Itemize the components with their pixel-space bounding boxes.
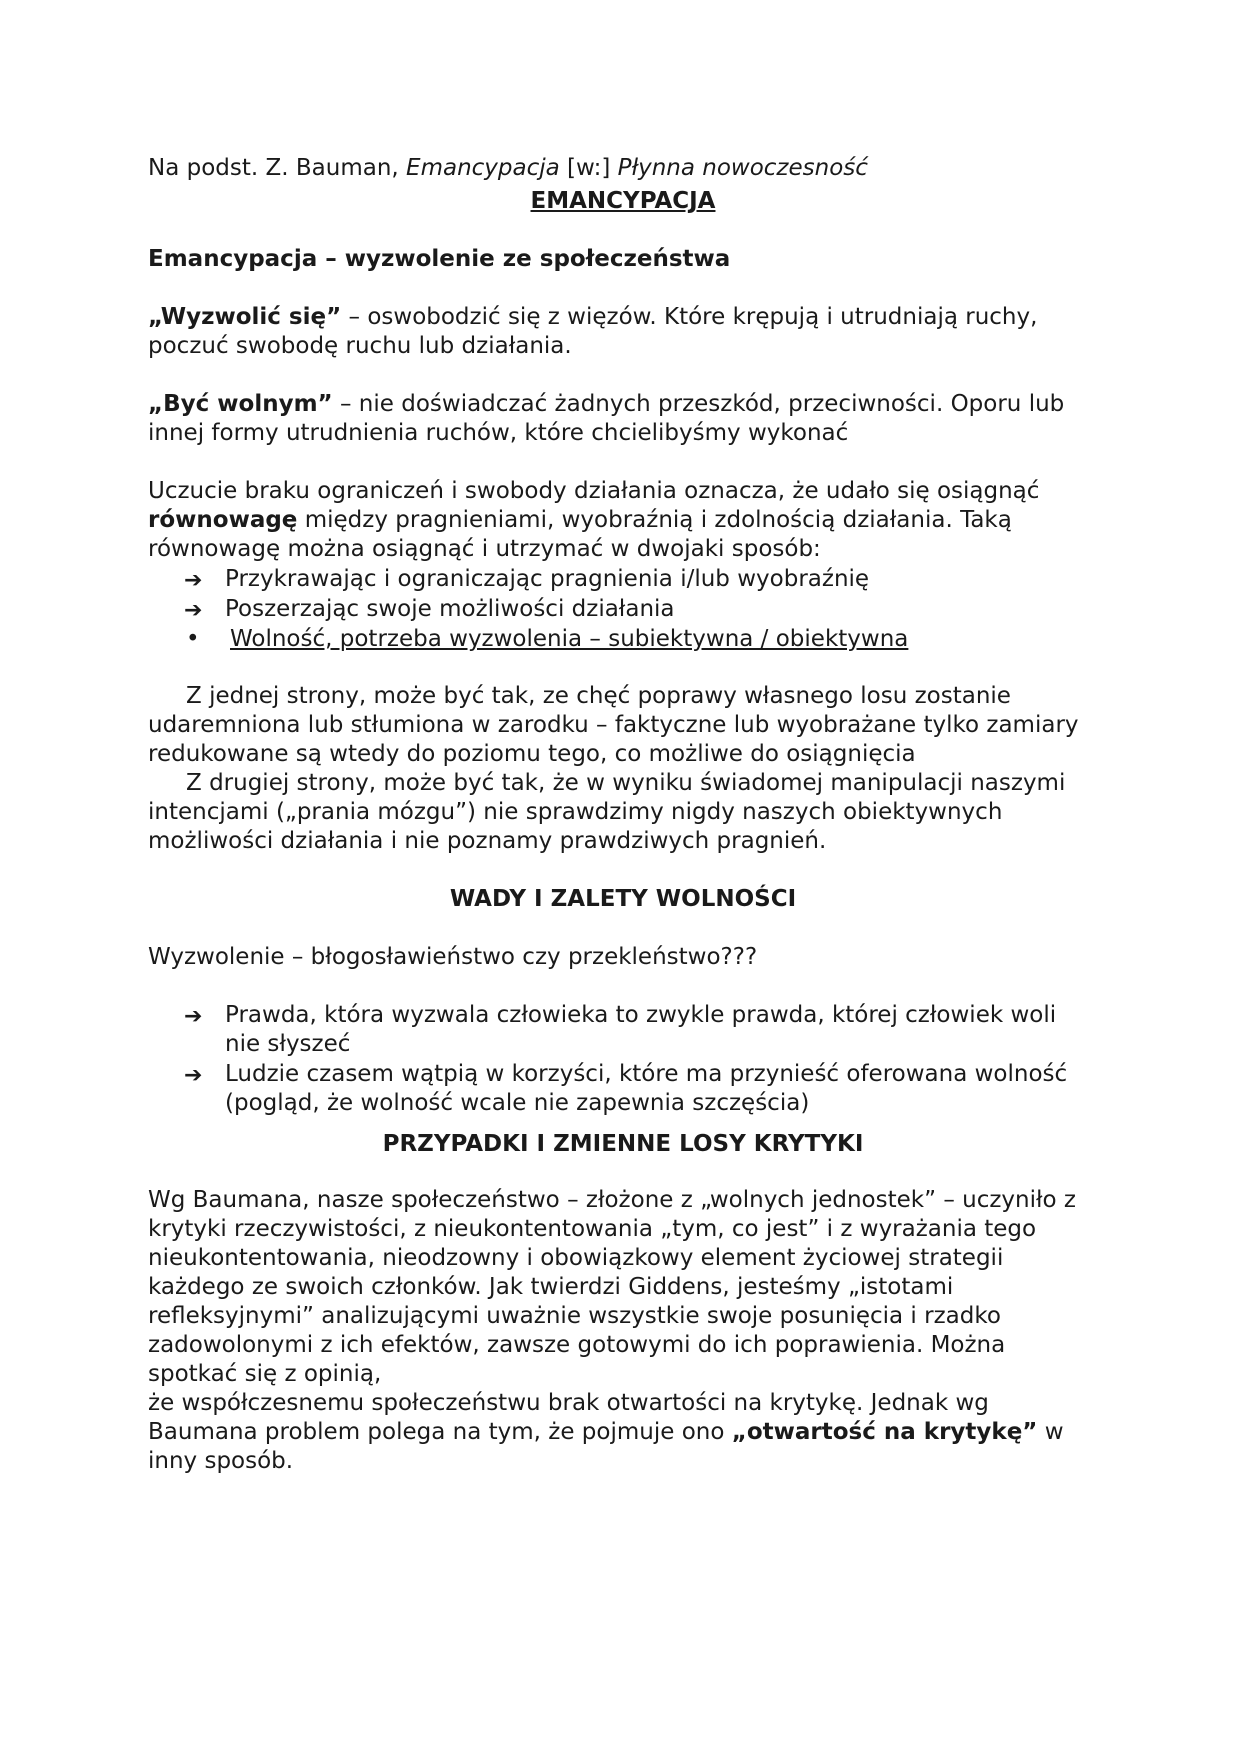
list-item: ➔ Ludzie czasem wątpią w korzyści, które ma przynieść oferowana wolność (pogląd, że wolność wcale nie zapewnia szczęścia) bbox=[184, 1061, 1068, 1116]
critique-paragraph: Wg Baumana, nasze społeczeństwo – złożone z „wolnych jednostek” – uczyniło z krytyki rzeczywistości, z nieukontentowania „tym, co jest” i z wyrażania tego nieukontentowania, nieodzowny i obowiązkowy element życiowej strategii każdego ze swoich członków. Jak twierdzi Giddens, jesteśmy „istotami refleksyjnymi” analizującymi uważnie wszystkie swoje posunięcia i rzadko zadowolonymi z ich efektów, zawsze gotowymi do ich poprawienia. Można spotkać się z opinią, bbox=[148, 1187, 1076, 1387]
definition-term: „Być wolnym” bbox=[148, 391, 333, 417]
paragraph-other-side: Z drugiej strony, może być tak, że w wyniku świadomej manipulacji naszymi intencjami („prania mózgu”) nie sprawdzimy nigdy naszych obiektywnych możliwości działania i nie poznamy prawdziwych pragnień. bbox=[148, 770, 1066, 854]
paragraph-one-side: Z jednej strony, może być tak, ze chęć poprawy własnego losu zostanie udaremniona lub stłumiona w zarodku – faktyczne lub wyobrażane tylko zamiary redukowane są wtedy do poziomu tego, co możliwe do osiągnięcia bbox=[148, 683, 1079, 767]
ways-list bbox=[148, 565, 1098, 624]
source-work-2: Płynna nowoczesność bbox=[617, 155, 868, 181]
pros-cons-list bbox=[148, 1001, 1098, 1118]
section-heading-krytyka: PRZYPADKI I ZMIENNE LOSY KRYTYKI bbox=[382, 1131, 864, 1157]
emphasis-otwartosc: „otwartość na krytykę” bbox=[731, 1419, 1038, 1445]
arrow-icon: ➔ bbox=[184, 598, 203, 623]
definition-term: „Wyzwolić się” bbox=[148, 304, 342, 330]
question-line: Wyzwolenie – błogosławieństwo czy przekleństwo??? bbox=[148, 944, 758, 970]
definition-wyzwolic: „Wyzwolić się” – oswobodzić się z więzów. Które krępują i utrudniają ruchy, poczuć swobodę ruchu lub działania. bbox=[148, 304, 1038, 359]
definition-wolny: „Być wolnym” – nie doświadczać żadnych przeszkód, przeciwności. Oporu lub innej formy utrudnienia ruchów, które chcielibyśmy wykonać bbox=[148, 391, 1065, 446]
subtitle: Emancypacja – wyzwolenie ze społeczeństwa bbox=[148, 246, 731, 272]
arrow-icon: ➔ bbox=[184, 1004, 203, 1029]
list-item: ➔ Przykrawając i ograniczając pragnienia i/lub wyobraźnię bbox=[184, 566, 870, 593]
emphasis-rownowaga: równowagę bbox=[148, 507, 298, 533]
list-item: ➔ Prawda, która wyzwala człowieka to zwykle prawda, której człowiek woli nie słyszeć bbox=[184, 1002, 1057, 1057]
source-line: Na podst. Z. Bauman, Emancypacja [w:] Płynna nowoczesność bbox=[148, 155, 868, 181]
arrow-icon: ➔ bbox=[184, 568, 203, 593]
document-title: EMANCYPACJA bbox=[530, 188, 716, 214]
arrow-icon: ➔ bbox=[184, 1063, 203, 1088]
balance-paragraph: Uczucie braku ograniczeń i swobody działania oznacza, że udało się osiągnąć równowagę między pragnieniami, wyobraźnią i zdolnością działania. Taką równowagę można osiągnąć i utrzymać w dwojaki sposób: bbox=[148, 478, 1040, 562]
list-item: ➔ Poszerzając swoje możliwości działania bbox=[184, 596, 675, 623]
source-work-1: Emancypacja bbox=[406, 155, 560, 181]
document-page bbox=[148, 154, 1098, 1476]
bullet-icon: • bbox=[186, 626, 200, 652]
section-heading-wady: WADY I ZALETY WOLNOŚCI bbox=[449, 886, 797, 912]
final-paragraph: że współczesnemu społeczeństwu brak otwartości na krytykę. Jednak wg Baumana problem polega na tym, że pojmuje ono „otwartość na krytykę” w inny sposób. bbox=[148, 1390, 1064, 1474]
bullet-item: • Wolność, potrzeba wyzwolenia – subiektywna / obiektywna bbox=[186, 626, 909, 652]
